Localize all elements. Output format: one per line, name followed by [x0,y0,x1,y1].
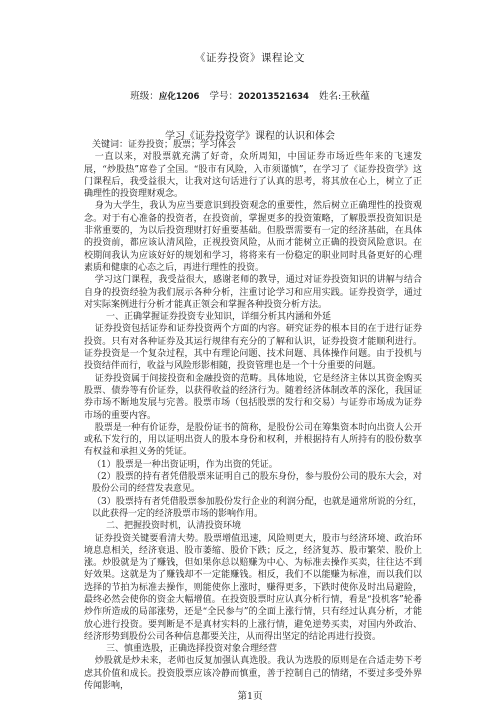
class-value: 应化1206 [158,92,200,102]
body-paragraph: 证券投资关键要看清大势。股票增值迅速，风险则更大，股市与经济环境、政治环境息息相关，经济衰退、股市萎缩、股价下跌；反之，经济复苏、股市繁荣、股价上涨。炒股就是为了赚钱，但如果你总以赔赚为中心、为标准去操作买卖，往往达不到好效果。这就是为了赚钱却不一定能赚钱。相反，我们不以能赚为标准，而以我们以选择的节拍为标准去操作，则能使你上涨时，赚得更多，下跌时使你及时出局避险，最终必然会使你的资金大幅增值。在投资股票时应认真分析行情，看是“投机客”轮番炒作所造成的局部涨势，还是“全民参与”的全面上涨行情，只有经过认真分析，才能放心进行投资。要判断是不是真材实料的上涨行情，避免逆势买卖，对国内外政治、经济形势到股份公司各种信息都要关注，从而得出坚定的结论再进行投资。 [84,533,422,642]
name-value: 王秋蕴 [341,91,370,102]
student-id-value: 202013521634 [238,92,309,102]
list-item: （3）股票持有者凭借股票参加股份发行企业的利润分配，也就是通常所说的分红，以此获得一定的经济股票市场的影响作用。 [92,496,422,519]
body-paragraph: 身为大学生，我认为应当要意识到投资观念的重要性，然后树立正确理性的投资观念。对于有心准备的投资者，在投资前，掌握更多的投资策略，了解股票投资知识是非常重要的，为以后投资理财打好重要基础。但股票需要有一定的经济基础，在具体的投资前，都应该认清风险，正视投资风险，从而才能树立正确的投资风险意识。在校期间我认为应该好好的规划和学习，将将来有一份稳定的职业同时具备更好的心理素质和健康的心态之后，再进行理性的投资。 [84,201,422,273]
article-title: 学习《证券投资学》课程的认识和体会 [165,131,335,142]
list-item: （2）股票的持有者凭借股票来证明自己的股东身份，参与股份公司的股东大会，对股份公司的经营发表意见。 [92,472,422,495]
page-number: 第1页 [237,691,263,702]
document-title: 《证券投资》课程论文 [195,52,305,64]
body-paragraph: 股票是一种有价证券，是股份证书的简称，是股份公司在筹集资本时向出资人公开或私下发行的，用以证明出资人的股本身份和权利，并根据持有人所持有的股份数享有权益和承担义务的凭证。 [84,422,422,458]
body-paragraph: 证券投资包括证券和证券投资两个方面的内容。研究证券的根本目的在于进行证券投资。只有对各种证券及其运行规律有充分的了解和认识，证券投资才能顺利进行。证券投资是一个复杂过程，其中有理论问题、技术问题、具体操作问题。由于投机与投资结伴而行，收益与风险形影相随，投资管理也是一个十分重要的问题。 [84,324,422,372]
section-heading: 二、把握投资时机，认清投资环境 [106,521,242,532]
name-label: 姓名: [318,91,342,102]
body-paragraph: 学习这门课程，我受益很大，感谢老师的教导，通过对证券投资知识的讲解与结合自身的投资经验为我们展示各种分析，注重讨论学习和应用实践。证券投资学，通过对实际案例进行分析才能真正领会和掌握各种投资分析方法。 [84,275,422,310]
article-body [84,139,422,692]
student-id-label: 学号： [209,91,238,102]
section-heading: 三、慎重选股，正确选择投资对象合理经营 [106,644,278,655]
section-heading: 一、正确掌握证券投资专业知识，详细分析其内涵和外延 [106,312,332,323]
student-info-line [0,88,500,102]
body-paragraph: 证券投资属于间接投资和金融投资的范畴。具体地说，它是经济主体以其资金购买股票、债券等有价证券，以获得收益的经济行为。随着经济体制改革的深化，我国证券市场不断地发展与完善。股票市场（包括股票的发行和交易）与证券市场成为证券市场的重要内容。 [84,373,422,421]
class-label: 班级： [130,91,159,102]
keywords-line: 关键词：证券投资；股票；学习体会 [92,140,237,150]
body-paragraph: 炒股就是炒未来，老师也反复加强认真选股。我认为选股的原则是在合适走势下考虑其价值和成长。投资股票应该冷静而慎重，善于控制自己的情绪，不要过多受外界传闻影响， [84,656,422,692]
list-item: （1）股票是一种出资证明，作为出资的凭证。 [92,459,278,470]
body-paragraph: 一直以来，对股票就充满了好奇，众所周知，中国证券市场近些年来的飞速发展，“炒股热”席卷了全国。“股市有风险，入市须谨慎”，在学习了《证券投资学》这门课程后，我受益很大，让我对这句话进行了认真的思考，将其放在心上，树立了正确理性的投资理财观念。 [84,152,422,200]
